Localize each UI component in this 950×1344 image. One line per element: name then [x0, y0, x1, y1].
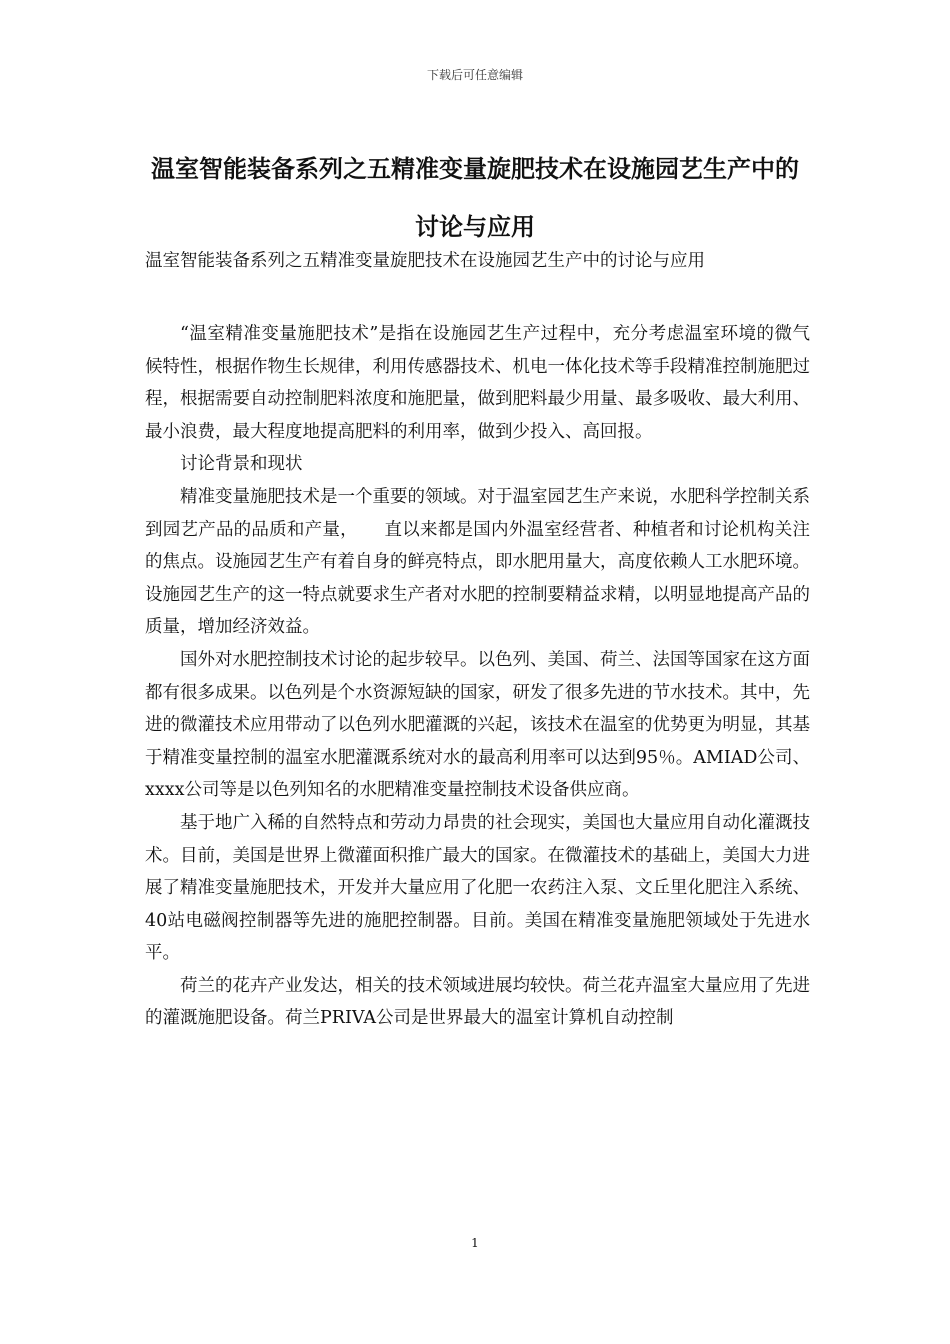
- paragraph-usa: 基于地广入稀的自然特点和劳动力昂贵的社会现实，美国也大量应用自动化灌溉技术。目前，美国是世界上微灌面积推广最大的国家。在微灌技术的基础上，美国大力进展了精准变量施肥技术，开发并大量应用了化肥一农药注入泵、文丘里化肥注入系统、40站电磁阀控制器等先进的施肥控制器。目前。美国在精准变量施肥领域处于先进水平。: [145, 812, 810, 964]
- document-subtitle: 温室智能装备系列之五精准变量旋肥技术在设施园艺生产中的讨论与应用: [145, 251, 705, 271]
- document-body: [145, 318, 810, 1035]
- paragraph-netherlands: 荷兰的花卉产业发达，相关的技术领域进展均较快。荷兰花卉温室大量应用了先进的灌溉施肥设备。荷兰PRIVA公司是世界最大的温室计算机自动控制: [145, 975, 810, 1029]
- document-title: 温室智能装备系列之五精准变量旋肥技术在设施园艺生产中的讨论与应用: [151, 155, 799, 241]
- paragraph-foreign-research: 国外对水肥控制技术讨论的起步较早。以色列、美国、荷兰、法国等国家在这方面都有很多成果。以色列是个水资源短缺的国家，研发了很多先进的节水技术。其中，先进的微灌技术应用带动了以色列水肥灌溉的兴起，该技术在温室的优势更为明显，其基于精准变量控制的温室水肥灌溉系统对水的最高利用率可以达到95％。AMIAD公司、xxxx公司等是以色列知名的水肥精准变量控制技术设备供应商。: [145, 649, 810, 801]
- header-note: 下载后可任意编辑: [426, 68, 523, 82]
- page-number: 1: [471, 1236, 479, 1250]
- paragraph-background: 精准变量施肥技术是一个重要的领域。对于温室园艺生产来说，水肥科学控制关系到园艺产品的品质和产量， 直以来都是国内外温室经营者、种植者和讨论机构关注的焦点。设施园艺生产有着自身的鲜亮特点，即水肥用量大，高度依赖人工水肥环境。设施园艺生产的这一特点就要求生产者对水肥的控制要精益求精，以明显地提高产品的质量，增加经济效益。: [145, 486, 810, 638]
- paragraph-intro: “温室精准变量施肥技术”是指在设施园艺生产过程中，充分考虑温室环境的微气候特性，根据作物生长规律，利用传感器技术、机电一体化技术等手段精准控制施肥过程，根据需要自动控制肥料浓度和施肥量，做到肥料最少用量、最多吸收、最大利用、最小浪费，最大程度地提高肥料的利用率，做到少投入、高回报。: [145, 324, 810, 442]
- section-heading: 讨论背景和现状: [180, 454, 303, 475]
